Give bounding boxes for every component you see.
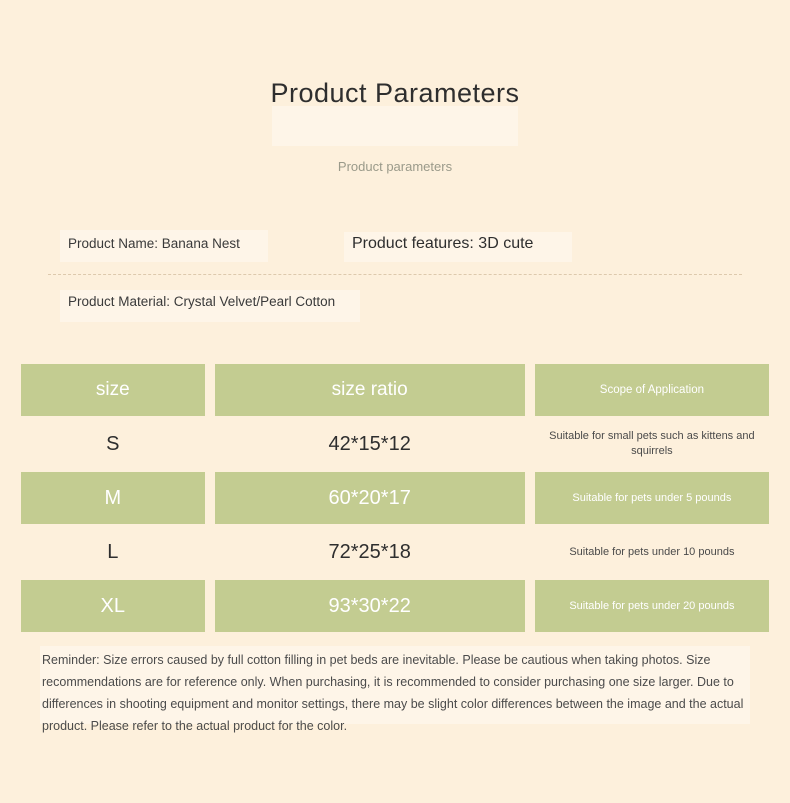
table-header-row xyxy=(21,364,769,416)
cell-scope: Suitable for small pets such as kittens and squirrels xyxy=(549,430,755,457)
header-scope-of-application: Scope of Application xyxy=(535,364,769,416)
cell-size: M xyxy=(21,472,205,524)
size-table xyxy=(21,364,769,634)
header-size: size xyxy=(21,364,205,416)
table-row xyxy=(21,418,769,470)
cell-scope: Suitable for pets under 5 pounds xyxy=(535,472,769,524)
product-features-text: Product features: 3D cute xyxy=(352,235,534,252)
cell-size: L xyxy=(107,540,119,563)
cell-size-ratio: 42*15*12 xyxy=(328,432,411,455)
watermark-block xyxy=(272,106,518,146)
cell-size: XL xyxy=(21,580,205,632)
dashed-divider xyxy=(48,274,742,275)
header-size-ratio: size ratio xyxy=(215,364,525,416)
reminder-text: Reminder: Size errors caused by full cotton filling in pet beds are inevitable. Please be cautious when taking photos. Size recommendations are for reference only. When purchasing, it is recommended to consider purchasing one size larger. Due to differences in shooting equipment and monitor settings, there may be slight color differences between the image and the actual product. Please refer to the actual product for the color. xyxy=(42,653,744,733)
table-row xyxy=(21,580,769,632)
table-row xyxy=(21,526,769,578)
cell-scope: Suitable for pets under 20 pounds xyxy=(535,580,769,632)
page-subtitle: Product parameters xyxy=(337,159,453,174)
cell-size: S xyxy=(106,432,120,455)
product-name-text: Product Name: Banana Nest xyxy=(68,236,240,251)
cell-size-ratio: 60*20*17 xyxy=(215,472,525,524)
table-row xyxy=(21,472,769,524)
page-title: Product Parameters xyxy=(270,78,520,108)
cell-size-ratio: 72*25*18 xyxy=(328,540,411,563)
cell-size-ratio: 93*30*22 xyxy=(215,580,525,632)
cell-scope: Suitable for pets under 10 pounds xyxy=(569,545,735,558)
product-material-text: Product Material: Crystal Velvet/Pearl Cotton xyxy=(68,294,336,309)
